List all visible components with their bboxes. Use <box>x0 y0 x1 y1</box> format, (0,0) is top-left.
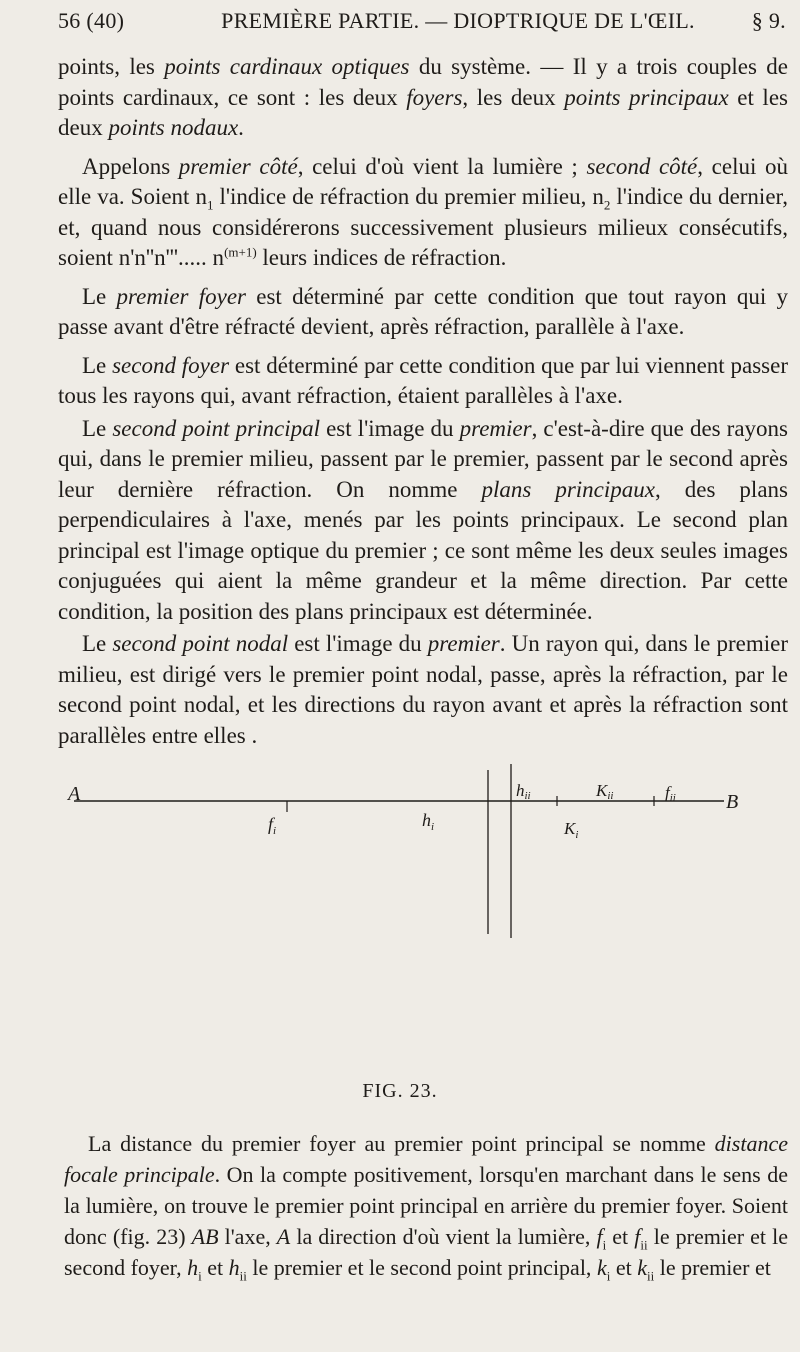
paragraph-6: Le second point nodal est l'image du premier. Un rayon qui, dans le premier milieu, est dirigé vers le premier point nodal, passe, après la réfraction, par le second point nodal, et les directions du rayon avant et après la réfraction sont parallèles entre elles . <box>58 631 788 748</box>
label-K-ii: Kii <box>596 781 614 802</box>
label-B: B <box>726 791 739 813</box>
label-h-ii: hii <box>516 781 531 802</box>
running-header <box>58 8 786 34</box>
label-f-i: $f_i$ <box>268 814 277 837</box>
paragraph-3: Le premier foyer est déterminé par cette condition que tout rayon qui y passe avant d'être réfracté devient, après réfraction, parallèle à l'axe. <box>58 283 788 339</box>
text-block-top <box>58 52 788 751</box>
text-block-bottom <box>64 1128 788 1283</box>
label-f-ii: fii <box>665 783 676 804</box>
label-A: A <box>68 783 81 805</box>
paragraph-4: Le second foyer est déterminé par cette condition que par lui viennent passer tous les rayons qui, avant réfraction, étaient parallèles à l'axe. <box>58 352 788 408</box>
paragraph-7: La distance du premier foyer au premier point principal se nomme distance focale principale. On la compte positivement, lorsqu'en marchant dans le sens de la lumière, on trouve le premier point principal en arrière du premier foyer. Soient donc (fig. 23) AB l'axe, A la direction d'où vient la lumière, $f_i$ et $f_{ii}$ le premier et le second foyer, $h_i$ et $h_{ii}$ le premier et le second point principal, $k_i$ et $k_{ii}$ le premier et <box>64 1131 789 1284</box>
section-number: § 9. <box>751 8 786 33</box>
running-title: PREMIÈRE PARTIE. — DIOPTRIQUE DE L'ŒIL. <box>221 8 695 33</box>
figure-23-diagram <box>60 760 770 940</box>
page-number: 56 (40) <box>58 8 125 33</box>
label-h-i: $h_i$ <box>422 810 435 833</box>
paragraph-5: Le second point principal est l'image du premier, c'est-à-dire que des rayons qui, dans le premier milieu, passent par le premier, passent par le second après leur dernière réfraction. On nomme plans principaux, des plans perpendiculaires à l'axe, menés par les points principaux. Le second plan principal est l'image optique du premier ; ce sont même les deux seules images conjuguées qui aient la même grandeur et la même direction. Par cette condition, la position des plans principaux est déterminée. <box>58 415 789 624</box>
paragraph-1: points, les points cardinaux optiques du système. — Il y a trois couples de points cardinaux, ce sont : les deux foyers, les deux points principaux et les deux points nodaux. <box>58 54 789 140</box>
figure-caption: FIG. 23. <box>362 1080 438 1102</box>
label-K-i: $K_i$ <box>564 819 579 841</box>
paragraph-2: Appelons premier côté, celui d'où vient la lumière ; second côté, celui où elle va. Soient $n_1$ l'indice de réfraction du premier milieu, $n_2$ l'indice du dernier, et, quand nous considérerons successivement plusieurs milieux consécutifs, soient n'n''n'''..... $n^{(m+1)}$ leurs indices de réfraction. <box>58 153 789 270</box>
